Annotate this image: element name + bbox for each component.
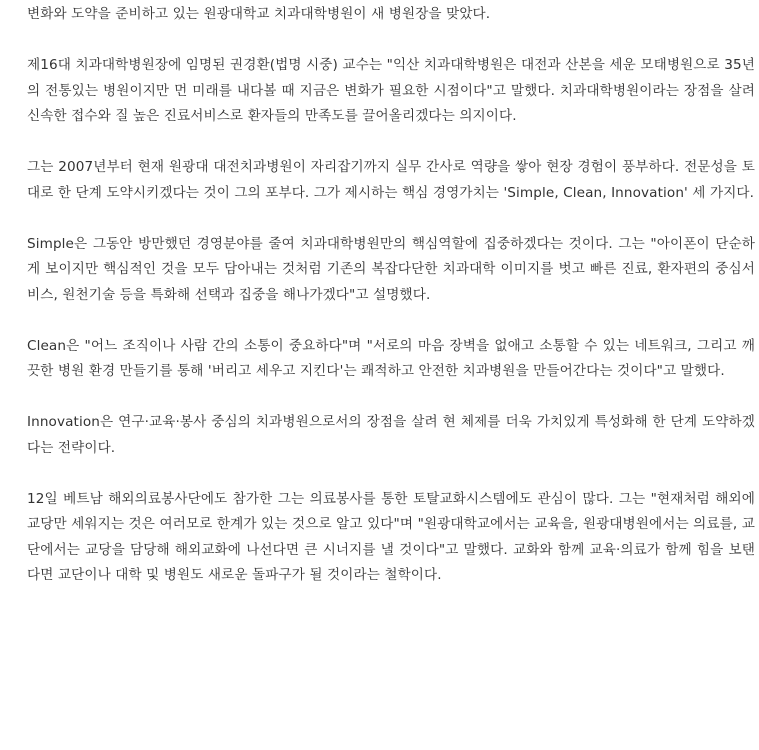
paragraph-simple: Simple은 그동안 방만했던 경영분야를 줄여 치과대학병원만의 핵심역할에 집중하겠다는 것이다. 그는 "아이폰이 단순하게 보이지만 핵심적인 것을 모두 담아내는 것처럼 기존의 복잡다단한 치과대학 이미지를 벗고 빠른 진료, 환자편의 중심서비스, 원천기술 등을 특화해 선택과 집중을 해나가겠다"고 설명했다.	[27, 235, 755, 303]
paragraph-clean: Clean은 "어느 조직이나 사람 간의 소통이 중요하다"며 "서로의 마음 장벽을 없애고 소통할 수 있는 네트워크, 그리고 깨끗한 병원 환경 만들기를 통해 '버리고 세우고 지킨다'는 쾌적하고 안전한 치과병원을 만들어간다는 것이다"고 말했다.	[27, 337, 755, 379]
article-body	[27, 2, 755, 589]
paragraph-innovation: Innovation은 연구·교육·봉사 중심의 치과병원으로서의 장점을 살려 현 체제를 더욱 가치있게 특성화해 한 단계 도약하겠다는 전략이다.	[27, 414, 755, 456]
paragraph-overseas-service: 12일 베트남 해외의료봉사단에도 참가한 그는 의료봉사를 통한 토탈교화시스템에도 관심이 많다. 그는 "현재처럼 해외에 교당만 세워지는 것은 여러모로 한계가 있는 것으로 알고 있다"며 "원광대학교에서는 교육을, 원광대병원에서는 의료를, 교단에서는 교당을 담당해 해외교화에 나선다면 큰 시너지를 낼 것이다"고 말했다. 교화와 함께 교육·의료가 함께 힘을 보탠다면 교단이나 대학 및 병원도 새로운 돌파구가 될 것이라는 철학이다.	[27, 490, 755, 583]
paragraph-background: 그는 2007년부터 현재 원광대 대전치과병원이 자리잡기까지 실무 간사로 역량을 쌓아 현장 경험이 풍부하다. 전문성을 토대로 한 단계 도약시키겠다는 것이 그의 포부다. 그가 제시하는 핵심 경영가치는 'Simple, Clean, Innovation' 세 가지다.	[27, 159, 755, 201]
paragraph-appointment: 제16대 치과대학병원장에 임명된 권경환(법명 시중) 교수는 "익산 치과대학병원은 대전과 산본을 세운 모태병원으로 35년의 전통있는 병원이지만 먼 미래를 내다볼 때 지금은 변화가 필요한 시점이다"고 말했다. 치과대학병원이라는 장점을 살려 신속한 접수와 질 높은 진료서비스로 환자들의 만족도를 끌어올리겠다는 의지이다.	[27, 57, 755, 124]
paragraph-intro: 변화와 도약을 준비하고 있는 원광대학교 치과대학병원이 새 병원장을 맞았다.	[27, 6, 491, 22]
